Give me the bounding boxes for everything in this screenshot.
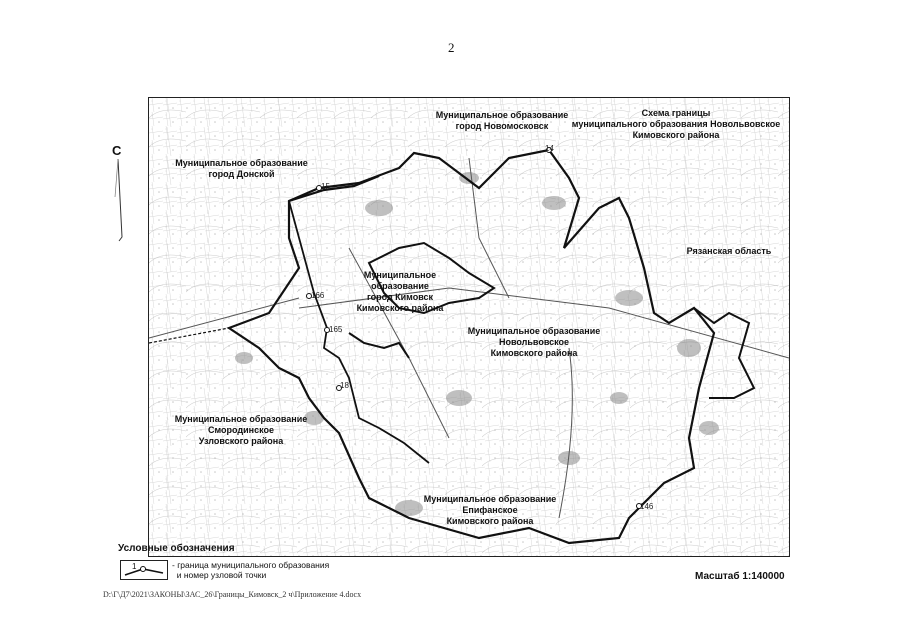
label-novomoskovsk: Муниципальное образование город Новомосковск (435, 110, 569, 131)
node-label-165: 165 (329, 325, 343, 334)
file-path: D:\Г\Д7\2021\ЗАКОНЫ\ЗАС_26\Границы_Кимовск_2 ч\Приложение 4.docx (103, 590, 362, 599)
label-novolvovskoe: Муниципальное образование Новольвовское Кимовского района (467, 326, 601, 358)
page-number: 2 (448, 40, 455, 55)
node-label-15: 15 (321, 182, 330, 191)
label-smorodinskoe: Муниципальное образование Смородинское Узловского района (174, 414, 308, 446)
north-arrow-icon (112, 157, 132, 252)
label-ryazan: Рязанская область (686, 246, 772, 256)
map-frame (148, 97, 790, 557)
node-label-166: 166 (311, 291, 325, 300)
label-kimovsk: Муниципальное образование город Кимовск Кимовского района (356, 270, 444, 313)
legend-text: - граница муниципального образования и номер узловой точки (172, 560, 330, 580)
north-letter: С (112, 143, 122, 158)
node-label-18: 18 (340, 381, 349, 390)
label-epifanskoe: Муниципальное образование Епифанское Кимовского района (423, 494, 557, 526)
legend-sample (120, 560, 168, 580)
legend-sample-number: 1 (132, 562, 137, 571)
map-title: Схема границы муниципального образования Новольвовское Кимовского района (571, 108, 781, 140)
legend-boundary-icon (121, 561, 167, 579)
node-label-14: 14 (545, 144, 554, 153)
map-scale: Масштаб 1:140000 (695, 571, 785, 582)
label-donskoy: Муниципальное образование город Донской (175, 158, 308, 179)
north-arrow (112, 143, 132, 238)
legend-title: Условные обозначения (118, 543, 235, 554)
node-label-146: 146 (640, 502, 654, 511)
